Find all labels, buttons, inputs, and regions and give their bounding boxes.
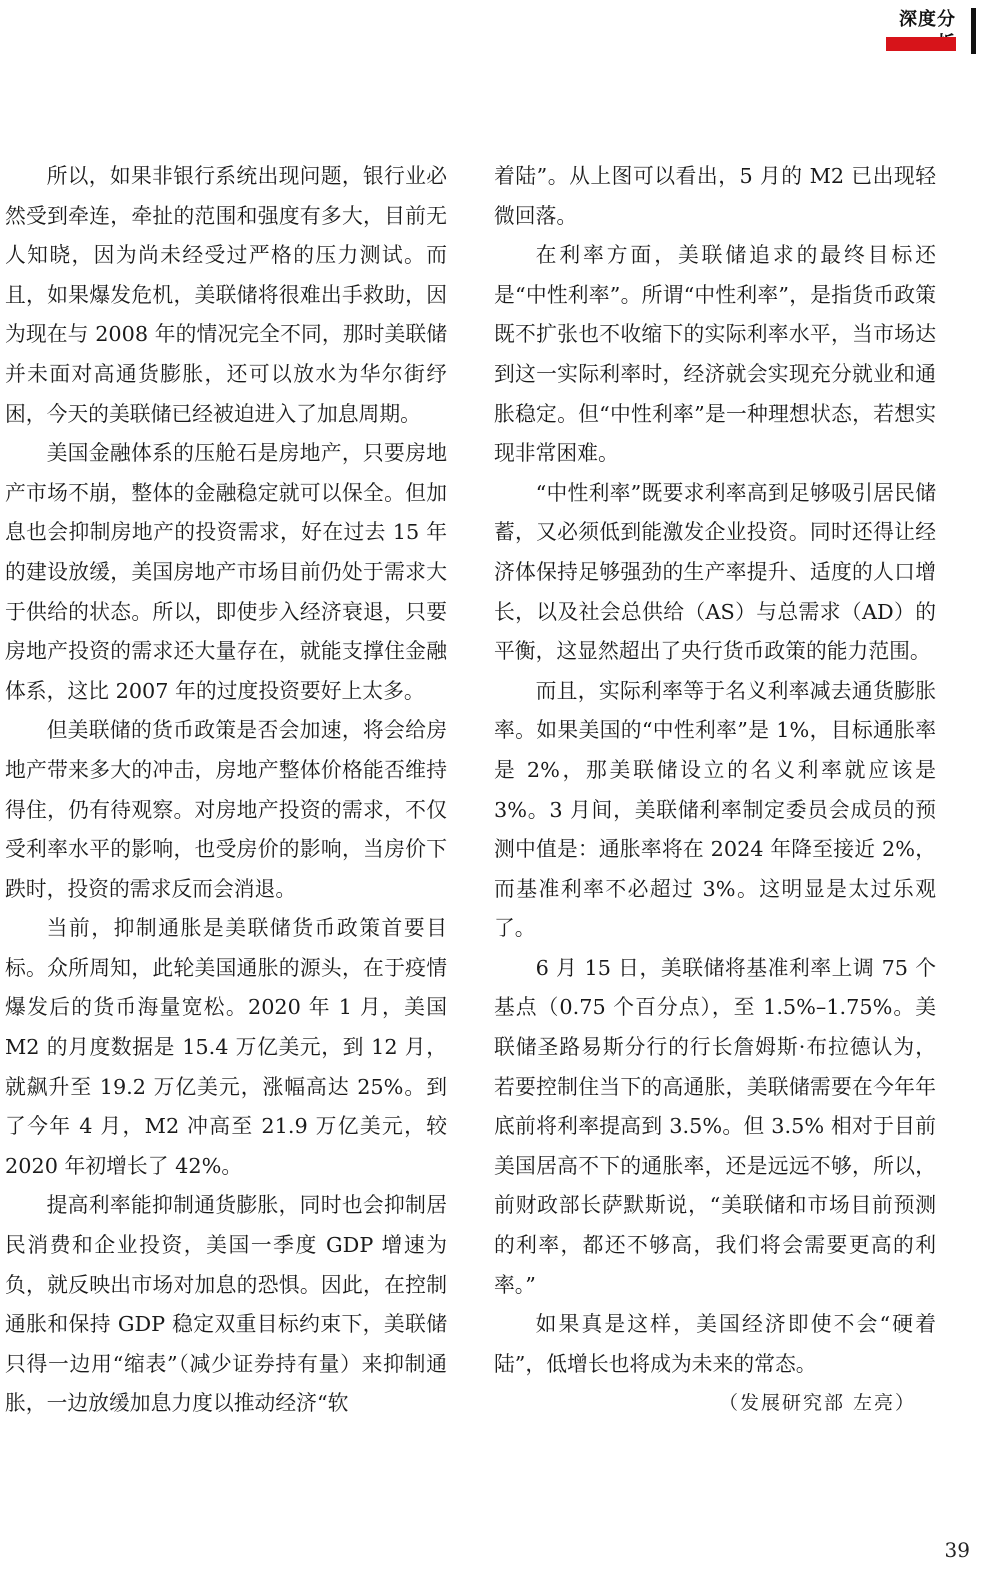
section-label: 深度分: [899, 9, 956, 30]
page-number: 39: [944, 1538, 970, 1562]
paragraph: 6 月 15 日，美联储将基准利率上调 75 个基点（0.75 个百分点），至 1.5%–1.75%。美联储圣路易斯分行的行长詹姆斯·布拉德认为，若要控制住当下的高通胀，美联储需要在今年年底前将利率提高到 3.5%。但 3.5% 相对于目前美国居高不下的通胀率，还是远远不够，所以，前财政部长萨默斯说，“美联储和市场目前预测的利率，都还不够高，我们将会需要更高的利率。”: [494, 955, 936, 1297]
page-edge-bar: [971, 8, 976, 54]
paragraph-continued: 着陆”。从上图可以看出，5 月的 M2 已出现轻微回落。: [494, 164, 936, 228]
author-byline: （发展研究部 左亮）: [718, 1392, 916, 1415]
paragraph: 当前，抑制通胀是美联储货币政策首要目标。众所周知，此轮美国通胀的源头，在于疫情爆发后的货币海量宽松。2020 年 1 月，美国 M2 的月度数据是 15.4 万亿美元，到 12 月，就飙升至 19.2 万亿美元，涨幅高达 25%。到了今年 4 月，M2 冲高至 21.9 万亿美元，较 2020 年初增长了 42%。: [5, 916, 447, 1178]
right-column: [494, 157, 936, 1424]
paragraph: “中性利率”既要求利率高到足够吸引居民储蓄，又必须低到能激发企业投资。同时还得让经济体保持足够强劲的生产率提升、适度的人口增长，以及社会总供给（AS）与总需求（AD）的平衡，这显然超出了央行货币政策的能力范围。: [494, 480, 936, 664]
paragraph: 但美联储的货币政策是否会加速，将会给房地产带来多大的冲击，房地产整体价格能否维持得住，仍有待观察。对房地产投资的需求，不仅受利率水平的影响，也受房价的影响，当房价下跌时，投资的需求反而会消退。: [5, 718, 447, 901]
section-accent-bar: [886, 37, 956, 51]
paragraph: 而且，实际利率等于名义利率减去通货膨胀率。如果美国的“中性利率”是 1%，目标通胀率是 2%，那美联储设立的名义利率就应该是 3%。3 月间，美联储利率制定委员会成员的预测中值是：通胀率将在 2024 年降至接近 2%，而基准利率不必超过 3%。这明显是太过乐观了。: [494, 678, 936, 941]
paragraph: 如果真是这样，美国经济即使不会“硬着陆”，低增长也将成为未来的常态。: [494, 1312, 936, 1376]
paragraph: 美国金融体系的压舱石是房地产，只要房地产市场不崩，整体的金融稳定就可以保全。但加息也会抑制房地产的投资需求，好在过去 15 年的建设放缓，美国房地产市场目前仍处于需求大于供给的状态。所以，即使步入经济衰退，只要房地产投资的需求还大量存在，就能支撑住金融体系，这比 2007 年的过度投资要好上太多。: [5, 441, 447, 703]
paragraph: 提高利率能抑制通货膨胀，同时也会抑制居民消费和企业投资，美国一季度 GDP 增速为负，就反映出市场对加息的恐惧。因此，在控制通胀和保持 GDP 稳定双重目标约束下，美联储只得一边用“缩表”（减少证券持有量）来抑制通胀，一边放缓加息力度以推动经济“软: [5, 1193, 447, 1416]
paragraph: 在利率方面，美联储追求的最终目标还是“中性利率”。所谓“中性利率”，是指货币政策既不扩张也不收缩下的实际利率水平，当市场达到这一实际利率时，经济就会实现充分就业和通胀稳定。但“中性利率”是一种理想状态，若想实现非常困难。: [494, 243, 936, 466]
section-header: [882, 8, 956, 56]
left-column: [5, 157, 447, 1424]
paragraph: 所以，如果非银行系统出现问题，银行业必然受到牵连，牵扯的范围和强度有多大，目前无人知晓，因为尚未经受过严格的压力测试。而且，如果爆发危机，美联储将很难出手救助，因为现在与 2008 年的情况完全不同，那时美联储并未面对高通货膨胀，还可以放水为华尔街纾困，今天的美联储已经被迫进入了加息周期。: [5, 164, 447, 426]
